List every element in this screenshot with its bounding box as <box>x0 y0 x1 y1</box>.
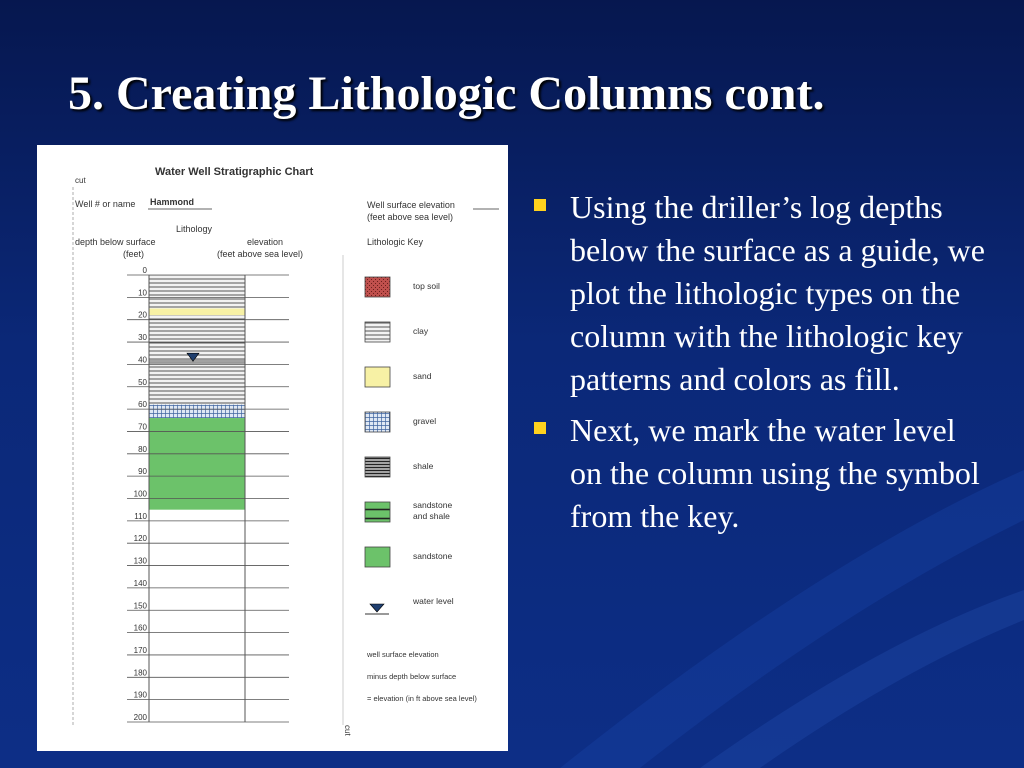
surface-elevation-label: Well surface elevation <box>367 200 455 210</box>
layer-sand <box>149 309 245 316</box>
bullet-item <box>532 186 992 401</box>
depth-label: depth below surface <box>75 237 156 247</box>
key-swatch-sandstone-shale <box>365 502 390 522</box>
stratigraphic-chart-figure <box>37 145 508 751</box>
square-bullet-icon <box>534 199 546 211</box>
layer-clay <box>149 275 245 309</box>
key-swatch-top-soil <box>365 277 390 297</box>
formula-line-1: well surface elevation <box>367 650 439 659</box>
bullet-item <box>532 409 992 538</box>
bullet-text: Next, we mark the water level on the column using the symbol from the key. <box>570 412 980 534</box>
depth-tick-label: 10 <box>138 288 147 298</box>
depth-tick-label: 150 <box>133 601 147 611</box>
depth-tick-label: 130 <box>133 556 147 566</box>
lithologic-key <box>365 277 454 614</box>
depth-tick-label: 180 <box>133 668 147 678</box>
depth-tick-label: 30 <box>138 333 147 343</box>
depth-tick-label: 120 <box>133 534 147 544</box>
key-swatch-shale <box>365 457 390 477</box>
key-label: sandstone <box>413 500 453 510</box>
key-title: Lithologic Key <box>367 237 424 247</box>
square-bullet-icon <box>534 422 546 434</box>
depth-tick-label: 140 <box>133 578 147 588</box>
depth-tick-label: 160 <box>133 623 147 633</box>
depth-tick-label: 50 <box>138 377 147 387</box>
bullet-text: Using the driller’s log depths below the surface as a guide, we plot the lithologic types on the column with the lithologic key patterns and colors as fill. <box>570 189 985 397</box>
formula-line-2: minus depth below surface <box>367 672 457 681</box>
layer-shale <box>149 360 245 362</box>
depth-tick-label: 40 <box>138 355 147 365</box>
bullet-list <box>532 186 992 546</box>
key-swatch-sand <box>365 367 390 387</box>
depth-tick-label: 80 <box>138 444 147 454</box>
key-swatch-gravel <box>365 412 390 432</box>
key-label: water level <box>413 596 454 606</box>
key-swatch-sandstone <box>365 547 390 567</box>
layer-gravel <box>149 405 245 418</box>
key-swatch-water-level-icon <box>370 604 384 612</box>
elevation-unit: (feet above sea level) <box>217 249 304 259</box>
well-name: Hammond <box>150 197 195 207</box>
depth-tick-label: 200 <box>133 713 147 722</box>
depth-tick-label: 100 <box>133 489 147 499</box>
depth-tick-label: 90 <box>138 467 147 477</box>
key-label: sand <box>413 371 432 381</box>
key-label: top soil <box>413 281 440 291</box>
key-label: gravel <box>413 416 437 426</box>
cut-label-side: cut <box>343 725 352 736</box>
key-label: clay <box>413 326 429 336</box>
depth-unit: (feet) <box>123 249 145 259</box>
stratigraphic-chart <box>37 145 508 751</box>
key-label: and shale <box>413 511 450 521</box>
depth-tick-label: 60 <box>138 400 147 410</box>
well-label: Well # or name <box>75 199 136 209</box>
layer-clay <box>149 362 245 404</box>
depth-tick-label: 110 <box>134 511 147 521</box>
depth-tick-label: 70 <box>138 422 147 432</box>
cut-label-top: cut <box>75 176 86 185</box>
chart-title: Water Well Stratigraphic Chart <box>155 166 314 178</box>
formula-line-3: = elevation (in ft above sea level) <box>367 694 477 703</box>
depth-tick-label: 20 <box>138 310 147 320</box>
elevation-label: elevation <box>247 237 284 247</box>
key-label: shale <box>413 461 434 471</box>
depth-tick-label: 0 <box>142 266 147 275</box>
key-label: sandstone <box>413 551 453 561</box>
key-swatch-clay <box>365 322 390 342</box>
slide-title: 5. Creating Lithologic Columns cont. <box>68 67 825 120</box>
depth-tick-label: 170 <box>133 645 147 655</box>
surface-elevation-unit: (feet above sea level) <box>367 212 454 222</box>
depth-tick-label: 190 <box>133 690 147 700</box>
lithology-label: Lithology <box>176 224 213 234</box>
